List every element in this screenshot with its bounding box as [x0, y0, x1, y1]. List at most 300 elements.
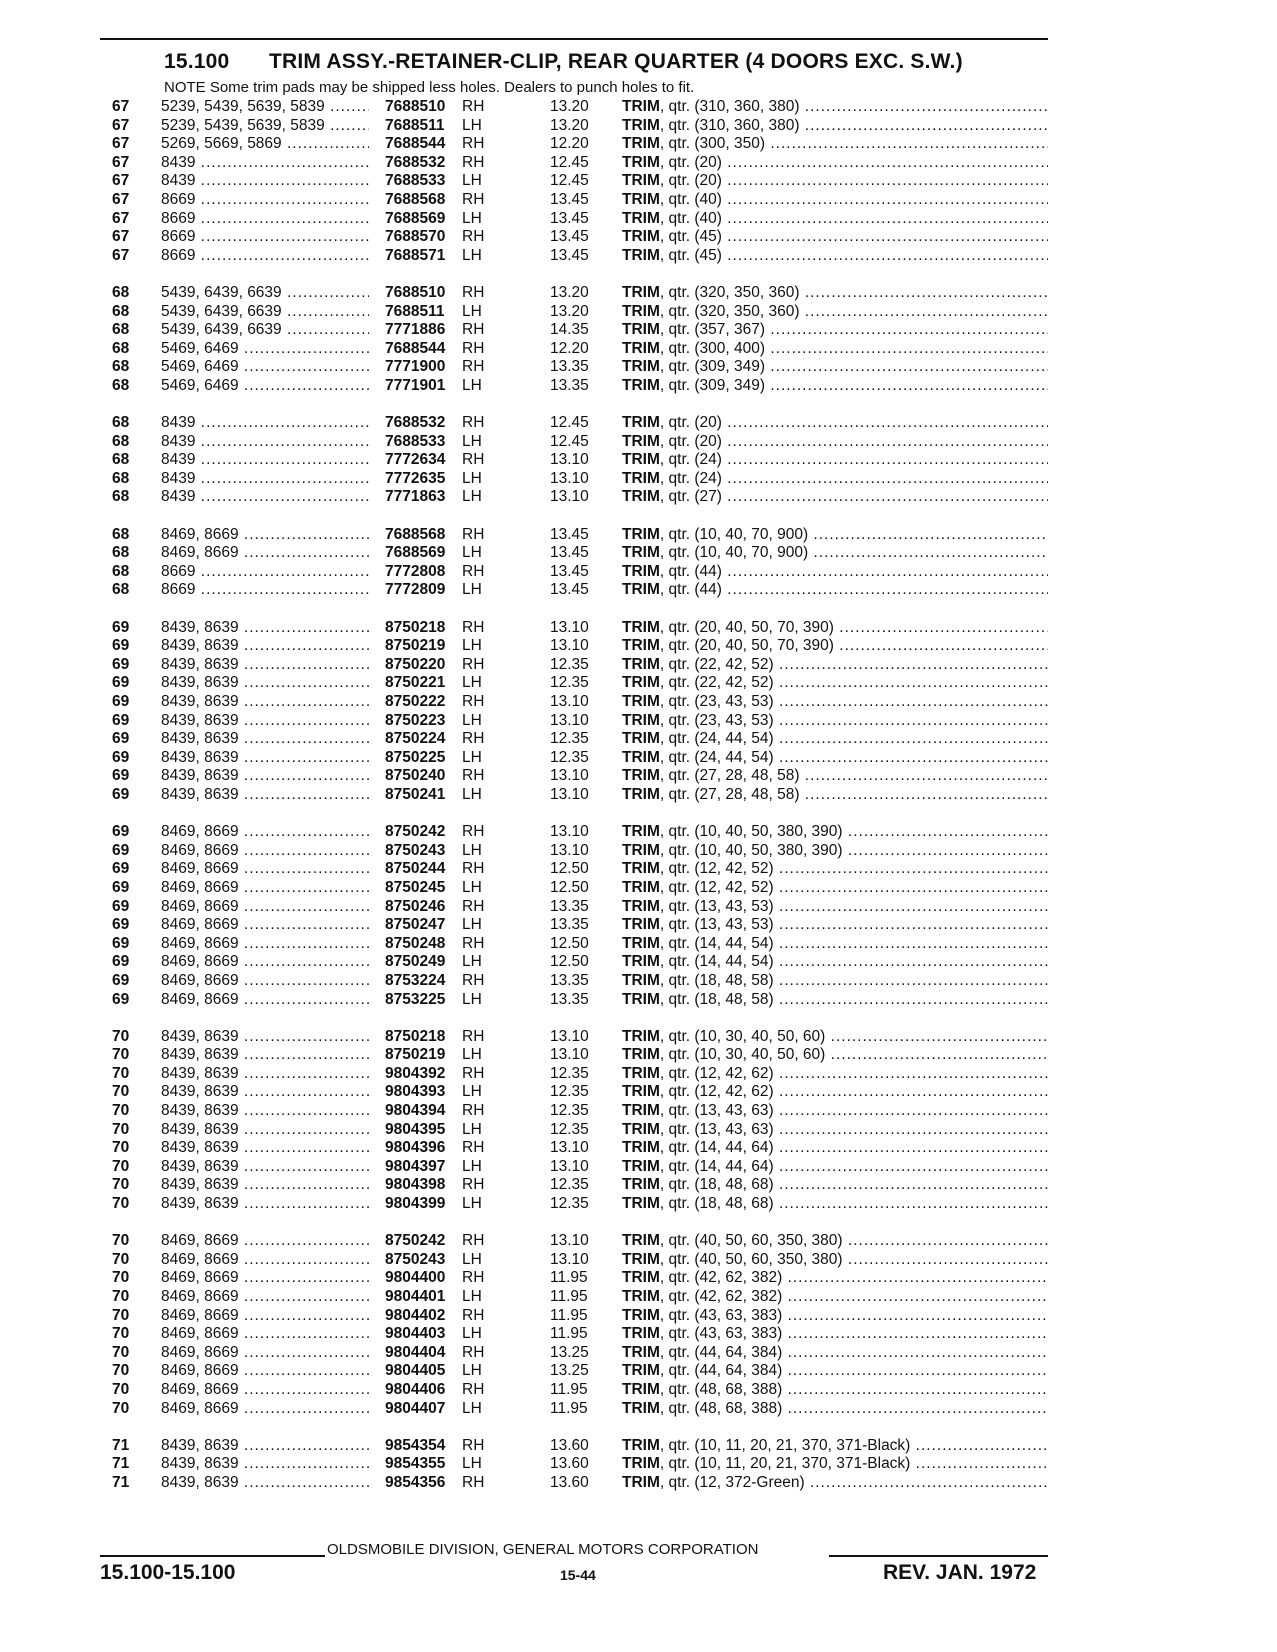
description-keyword: TRIM: [622, 1157, 660, 1175]
side: LH: [462, 1046, 482, 1064]
price: 13.45: [550, 525, 589, 543]
description-text: qtr. (27, 28, 48, 58): [668, 767, 800, 785]
table-row: [0, 1455, 1277, 1474]
part-number: 7688533: [385, 432, 446, 450]
model-year: 68: [112, 432, 130, 450]
model-numbers: 8469, 8669 .....: [161, 1232, 369, 1251]
price: 13.45: [550, 209, 589, 227]
part-number: 8750222: [385, 693, 446, 710]
description: TRIM, qtr. (309, 349) .....: [622, 358, 1048, 377]
description-keyword: TRIM: [622, 209, 660, 227]
model-numbers: 8439, 8639 .....: [161, 712, 369, 731]
price: 12.35: [550, 674, 589, 692]
description-keyword: TRIM: [622, 823, 660, 841]
price: 13.20: [550, 283, 589, 301]
section-title: [164, 50, 963, 74]
model-numbers: 5439, 6439, 6639 .....: [161, 303, 369, 322]
description-keyword: TRIM: [622, 934, 660, 952]
side: RH: [462, 358, 485, 376]
part-number: 8750218: [385, 1027, 446, 1045]
model-numbers: 8669 .....: [161, 563, 369, 582]
description-keyword: TRIM: [622, 1250, 660, 1268]
description-text: qtr. (22, 42, 52): [668, 674, 774, 692]
description-keyword: TRIM: [622, 116, 660, 134]
side: LH: [462, 1157, 482, 1175]
price: 12.50: [550, 934, 589, 952]
model-numbers: 8439 .....: [161, 488, 369, 507]
description: TRIM, qtr. (27, 28, 48, 58) .....: [622, 786, 1048, 805]
description-text: qtr. (42, 62, 382): [668, 1288, 783, 1305]
part-number: 9804407: [385, 1399, 446, 1417]
model-year: 71: [112, 1455, 130, 1473]
description: TRIM, qtr. (24) .....: [622, 470, 1048, 489]
side: RH: [462, 1232, 485, 1250]
description: TRIM, qtr. (18, 48, 58) .....: [622, 991, 1048, 1010]
description: TRIM, qtr. (24, 44, 54) .....: [622, 749, 1048, 768]
description-keyword: TRIM: [622, 451, 660, 469]
side: LH: [462, 711, 482, 729]
description-keyword: TRIM: [622, 339, 660, 357]
model-year: 70: [112, 1362, 130, 1380]
description-keyword: TRIM: [622, 1473, 660, 1491]
part-number: 8750248: [385, 934, 446, 952]
description-keyword: TRIM: [622, 228, 660, 246]
price: 13.45: [550, 562, 589, 580]
model-numbers: 8469, 8669 .....: [161, 1362, 369, 1381]
part-number: 7688532: [385, 414, 446, 432]
description-keyword: TRIM: [622, 693, 660, 710]
description-text: qtr. (48, 68, 388): [668, 1399, 783, 1417]
description: TRIM, qtr. (12, 42, 62) .....: [622, 1083, 1048, 1102]
description-keyword: TRIM: [622, 469, 660, 487]
description: TRIM, qtr. (12, 42, 52) .....: [622, 860, 1048, 879]
model-numbers: 8469, 8669 .....: [161, 991, 369, 1010]
description-text: qtr. (12, 42, 62): [668, 1064, 774, 1082]
side: RH: [462, 1139, 485, 1157]
description: TRIM, qtr. (10, 30, 40, 50, 60) .....: [622, 1046, 1048, 1065]
side: LH: [462, 376, 482, 394]
part-number: 9804397: [385, 1157, 446, 1175]
description-keyword: TRIM: [622, 321, 660, 339]
price: 13.10: [550, 767, 589, 785]
model-numbers: 8439, 8639 .....: [161, 1195, 369, 1214]
description: TRIM, qtr. (10, 40, 50, 380, 390) .....: [622, 823, 1048, 842]
price: 13.35: [550, 916, 589, 934]
description: TRIM, qtr. (20) .....: [622, 433, 1048, 452]
description: TRIM, qtr. (18, 48, 58) .....: [622, 972, 1048, 991]
side: RH: [462, 562, 485, 580]
side: LH: [462, 581, 482, 599]
part-number: 8750240: [385, 767, 446, 785]
table-row: [0, 321, 1277, 340]
side: LH: [462, 1288, 482, 1305]
model-numbers: 8469, 8669 .....: [161, 1325, 369, 1344]
description-text: qtr. (10, 40, 50, 380, 390): [668, 823, 843, 841]
price: 13.10: [550, 841, 589, 859]
description-text: qtr. (14, 44, 64): [668, 1139, 774, 1157]
description-text: qtr. (24): [668, 469, 722, 487]
model-year: 67: [112, 98, 130, 115]
table-row: [0, 786, 1277, 805]
table-row: [0, 470, 1277, 489]
description-keyword: TRIM: [622, 302, 660, 320]
group-spacer: [0, 600, 1277, 619]
price: 12.45: [550, 172, 589, 190]
description-keyword: TRIM: [622, 1083, 660, 1101]
footer-rule-left: [100, 1555, 325, 1557]
table-row: [0, 98, 1277, 117]
description-text: qtr. (14, 44, 64): [668, 1157, 774, 1175]
part-number: 7771863: [385, 488, 446, 506]
table-row: [0, 1139, 1277, 1158]
description-text: qtr. (42, 62, 382): [668, 1269, 783, 1287]
description: TRIM, qtr. (13, 43, 63) .....: [622, 1102, 1048, 1121]
side: LH: [462, 1083, 482, 1101]
price: 12.20: [550, 135, 589, 153]
description-text: qtr. (18, 48, 68): [668, 1195, 774, 1213]
part-number: 7688532: [385, 153, 446, 171]
group-spacer: [0, 1418, 1277, 1437]
description: TRIM, qtr. (40) .....: [622, 191, 1048, 210]
side: LH: [462, 544, 482, 562]
model-numbers: 5239, 5439, 5639, 5839 .....: [161, 98, 369, 117]
description: TRIM, qtr. (310, 360, 380) .....: [622, 117, 1048, 136]
part-number: 7772808: [385, 562, 446, 580]
table-row: [0, 1325, 1277, 1344]
side: LH: [462, 209, 482, 227]
side: RH: [462, 190, 485, 208]
price: 13.10: [550, 1232, 589, 1250]
side: RH: [462, 897, 485, 915]
shipping-note: NOTE Some trim pads may be shipped less holes. Dealers to punch holes to fit.: [164, 79, 695, 96]
model-numbers: 5469, 6469 .....: [161, 340, 369, 359]
description-text: qtr. (27): [668, 488, 722, 506]
table-row: [0, 1176, 1277, 1195]
side: RH: [462, 1064, 485, 1082]
description: TRIM, qtr. (24, 44, 54) .....: [622, 730, 1048, 749]
description-keyword: TRIM: [622, 1325, 660, 1343]
footer-section-range: 15.100-15.100: [100, 1561, 236, 1584]
description: TRIM, qtr. (10, 11, 20, 21, 370, 371-Black) .....: [622, 1437, 1048, 1456]
group-spacer: [0, 805, 1277, 824]
description-keyword: TRIM: [622, 414, 660, 432]
price: 13.60: [550, 1473, 589, 1491]
model-year: 69: [112, 655, 130, 673]
part-number: 9804402: [385, 1306, 446, 1324]
price: 12.35: [550, 1176, 589, 1194]
model-numbers: 8439, 8639 .....: [161, 786, 369, 805]
description: TRIM, qtr. (48, 68, 388) .....: [622, 1400, 1048, 1419]
price: 12.35: [550, 730, 589, 748]
description-text: qtr. (48, 68, 388): [668, 1380, 783, 1398]
table-row: [0, 526, 1277, 545]
side: RH: [462, 860, 485, 878]
side: LH: [462, 1362, 482, 1380]
description-keyword: TRIM: [622, 246, 660, 264]
part-number: 9804406: [385, 1380, 446, 1398]
table-row: [0, 916, 1277, 935]
table-row: [0, 135, 1277, 154]
description-keyword: TRIM: [622, 637, 660, 655]
description-text: qtr. (18, 48, 58): [668, 971, 774, 989]
table-row: [0, 210, 1277, 229]
table-row: [0, 1028, 1277, 1047]
table-row: [0, 414, 1277, 433]
part-number: 7688569: [385, 544, 446, 562]
description-keyword: TRIM: [622, 544, 660, 562]
description: TRIM, qtr. (20, 40, 50, 70, 390) .....: [622, 619, 1048, 638]
model-numbers: 8439, 8639 .....: [161, 1065, 369, 1084]
table-row: [0, 1158, 1277, 1177]
model-year: 69: [112, 990, 130, 1008]
description: TRIM, qtr. (44, 64, 384) .....: [622, 1344, 1048, 1363]
description: TRIM, qtr. (10, 11, 20, 21, 370, 371-Black) .....: [622, 1455, 1048, 1474]
model-year: 68: [112, 451, 130, 469]
model-year: 69: [112, 953, 130, 971]
description-keyword: TRIM: [622, 1362, 660, 1380]
side: LH: [462, 637, 482, 655]
description-text: qtr. (13, 43, 53): [668, 897, 774, 915]
table-row: [0, 284, 1277, 303]
part-number: 9804405: [385, 1362, 446, 1380]
table-row: [0, 1195, 1277, 1214]
parts-table: [0, 98, 1277, 1493]
table-row: [0, 674, 1277, 693]
table-row: [0, 879, 1277, 898]
description: TRIM, qtr. (44, 64, 384) .....: [622, 1362, 1048, 1381]
price: 13.35: [550, 376, 589, 394]
price: 13.35: [550, 358, 589, 376]
model-numbers: 8439, 8639 .....: [161, 1437, 369, 1456]
part-number: 7771886: [385, 321, 446, 339]
model-numbers: 8439, 8639 .....: [161, 619, 369, 638]
price: 13.10: [550, 1250, 589, 1268]
part-number: 8753225: [385, 990, 446, 1008]
side: RH: [462, 321, 485, 339]
model-numbers: 8439, 8639 .....: [161, 1474, 369, 1493]
description-text: qtr. (14, 44, 54): [668, 953, 774, 971]
model-numbers: 8439 .....: [161, 433, 369, 452]
model-year: 69: [112, 711, 130, 729]
price: 13.10: [550, 1027, 589, 1045]
description-text: qtr. (10, 40, 50, 380, 390): [668, 841, 843, 859]
table-row: [0, 823, 1277, 842]
side: RH: [462, 1269, 485, 1287]
part-number: 8750246: [385, 897, 446, 915]
model-year: 67: [112, 209, 130, 227]
part-number: 8750218: [385, 618, 446, 636]
description-keyword: TRIM: [622, 1120, 660, 1138]
description-text: qtr. (20): [668, 153, 722, 171]
price: 13.10: [550, 1139, 589, 1157]
side: LH: [462, 878, 482, 896]
model-numbers: 8669 .....: [161, 228, 369, 247]
part-number: 8750245: [385, 878, 446, 896]
description-text: qtr. (18, 48, 58): [668, 990, 774, 1008]
side: RH: [462, 153, 485, 171]
side: LH: [462, 302, 482, 320]
price: 13.10: [550, 1157, 589, 1175]
description-keyword: TRIM: [622, 860, 660, 878]
description: TRIM, qtr. (12, 372-Green) .....: [622, 1474, 1048, 1493]
description: TRIM, qtr. (12, 42, 52) .....: [622, 879, 1048, 898]
part-number: 8750249: [385, 953, 446, 971]
description-text: qtr. (24, 44, 54): [668, 748, 774, 766]
description-keyword: TRIM: [622, 767, 660, 785]
model-year: 70: [112, 1250, 130, 1268]
description-text: qtr. (13, 43, 63): [668, 1120, 774, 1138]
table-row: [0, 377, 1277, 396]
description-keyword: TRIM: [622, 711, 660, 729]
side: LH: [462, 1455, 482, 1473]
description-keyword: TRIM: [622, 971, 660, 989]
side: LH: [462, 172, 482, 190]
price: 12.35: [550, 1064, 589, 1082]
price: 13.10: [550, 637, 589, 655]
model-numbers: 8439, 8639 .....: [161, 1158, 369, 1177]
description-text: qtr. (309, 349): [668, 358, 766, 376]
table-row: [0, 544, 1277, 563]
description: TRIM, qtr. (18, 48, 68) .....: [622, 1176, 1048, 1195]
model-numbers: 8439 .....: [161, 470, 369, 489]
description-keyword: TRIM: [622, 730, 660, 748]
model-year: 68: [112, 525, 130, 543]
model-year: 69: [112, 637, 130, 655]
model-year: 68: [112, 469, 130, 487]
table-row: [0, 1121, 1277, 1140]
model-year: 68: [112, 283, 130, 301]
description: TRIM, qtr. (42, 62, 382) .....: [622, 1269, 1048, 1288]
price: 12.45: [550, 432, 589, 450]
table-row: [0, 1083, 1277, 1102]
description: TRIM, qtr. (20) .....: [622, 172, 1048, 191]
description-keyword: TRIM: [622, 674, 660, 692]
model-year: 70: [112, 1083, 130, 1101]
table-row: [0, 1288, 1277, 1307]
model-year: 70: [112, 1306, 130, 1324]
model-numbers: 8439 .....: [161, 154, 369, 173]
model-year: 70: [112, 1288, 130, 1305]
side: LH: [462, 674, 482, 692]
side: RH: [462, 339, 485, 357]
description-keyword: TRIM: [622, 581, 660, 599]
table-row: [0, 581, 1277, 600]
table-row: [0, 749, 1277, 768]
description-text: qtr. (20): [668, 172, 722, 190]
table-row: [0, 767, 1277, 786]
part-number: 7772635: [385, 469, 446, 487]
side: LH: [462, 990, 482, 1008]
description-text: qtr. (40, 50, 60, 350, 380): [668, 1232, 843, 1250]
model-year: 69: [112, 878, 130, 896]
model-year: 69: [112, 748, 130, 766]
model-year: 69: [112, 841, 130, 859]
part-number: 7688511: [385, 302, 445, 320]
description-keyword: TRIM: [622, 1176, 660, 1194]
part-number: 9804400: [385, 1269, 446, 1287]
description: TRIM, qtr. (44) .....: [622, 581, 1048, 600]
description: TRIM, qtr. (43, 63, 383) .....: [622, 1325, 1048, 1344]
side: RH: [462, 1380, 485, 1398]
description-keyword: TRIM: [622, 618, 660, 636]
table-row: [0, 154, 1277, 173]
part-number: 9854354: [385, 1436, 446, 1454]
description-text: qtr. (13, 43, 63): [668, 1102, 774, 1120]
table-row: [0, 860, 1277, 879]
description: TRIM, qtr. (20) .....: [622, 414, 1048, 433]
table-row: [0, 1307, 1277, 1326]
description: TRIM, qtr. (40, 50, 60, 350, 380) .....: [622, 1251, 1048, 1270]
side: RH: [462, 767, 485, 785]
part-number: 7772634: [385, 451, 446, 469]
description: TRIM, qtr. (10, 40, 50, 380, 390) .....: [622, 842, 1048, 861]
price: 13.10: [550, 693, 589, 710]
model-year: 67: [112, 135, 130, 153]
model-year: 68: [112, 414, 130, 432]
side: RH: [462, 1306, 485, 1324]
model-numbers: 8469, 8669 .....: [161, 972, 369, 991]
model-numbers: 8469, 8669 .....: [161, 526, 369, 545]
model-numbers: 8439, 8639 .....: [161, 749, 369, 768]
description-keyword: TRIM: [622, 135, 660, 153]
description-keyword: TRIM: [622, 1436, 660, 1454]
model-year: 69: [112, 767, 130, 785]
description-keyword: TRIM: [622, 785, 660, 803]
part-number: 9804403: [385, 1325, 446, 1343]
price: 13.20: [550, 116, 589, 134]
price: 13.45: [550, 228, 589, 246]
model-year: 68: [112, 339, 130, 357]
model-numbers: 5239, 5439, 5639, 5839 .....: [161, 117, 369, 136]
model-numbers: 8469, 8669 .....: [161, 1381, 369, 1400]
model-numbers: 8439, 8639 .....: [161, 730, 369, 749]
model-year: 71: [112, 1473, 130, 1491]
model-numbers: 8439 .....: [161, 451, 369, 470]
price: 13.10: [550, 469, 589, 487]
description-text: qtr. (12, 42, 52): [668, 878, 774, 896]
price: 13.10: [550, 711, 589, 729]
part-number: 7688571: [385, 246, 446, 264]
price: 14.35: [550, 321, 589, 339]
description-keyword: TRIM: [622, 1064, 660, 1082]
part-number: 7688510: [385, 98, 446, 115]
model-numbers: 8469, 8669 .....: [161, 935, 369, 954]
model-numbers: 8469, 8669 .....: [161, 860, 369, 879]
side: RH: [462, 525, 485, 543]
model-numbers: 8469, 8669 .....: [161, 1400, 369, 1419]
model-numbers: 8469, 8669 .....: [161, 953, 369, 972]
price: 13.35: [550, 971, 589, 989]
model-year: 67: [112, 190, 130, 208]
description: TRIM, qtr. (10, 40, 70, 900) .....: [622, 526, 1048, 545]
part-number: 8750242: [385, 1232, 446, 1250]
model-numbers: 8439, 8639 .....: [161, 1102, 369, 1121]
description-keyword: TRIM: [622, 98, 660, 115]
price: 11.95: [550, 1325, 588, 1343]
part-number: 9804395: [385, 1120, 446, 1138]
description-text: qtr. (10, 30, 40, 50, 60): [668, 1046, 826, 1064]
model-year: 68: [112, 581, 130, 599]
description-text: qtr. (24, 44, 54): [668, 730, 774, 748]
part-number: 8753224: [385, 971, 446, 989]
description-text: qtr. (20, 40, 50, 70, 390): [668, 637, 834, 655]
table-row: [0, 842, 1277, 861]
model-year: 68: [112, 376, 130, 394]
description-text: qtr. (44): [668, 581, 722, 599]
model-year: 70: [112, 1102, 130, 1120]
model-year: 69: [112, 916, 130, 934]
side: RH: [462, 135, 485, 153]
